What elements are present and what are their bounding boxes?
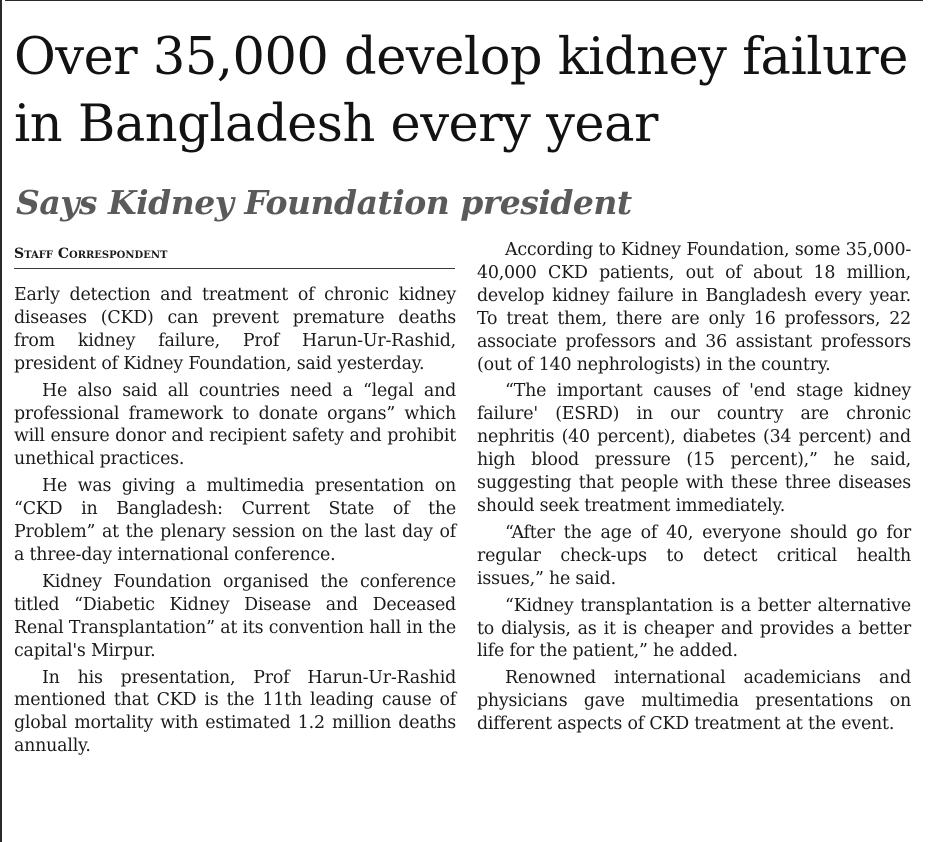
byline: Staff Correspondent: [14, 246, 168, 262]
article-column-right: [477, 239, 911, 740]
byline-divider: [14, 268, 455, 269]
paragraph: He was giving a multimedia presentation on “CKD in Bangladesh: Current State of the Problem” at the plenary session on the last day of a three-day international conference.: [14, 476, 456, 565]
paragraph: Early detection and treatment of chronic kidney diseases (CKD) can prevent premature deaths from kidney failure, Prof Harun-Ur-Rashid, president of Kidney Foundation, said yesterday.: [14, 285, 456, 374]
paragraph: Kidney Foundation organised the conference titled “Diabetic Kidney Disease and Deceased Renal Transplantation” at its convention hall in the capital's Mirpur.: [14, 571, 456, 661]
top-border-rule: [5, 0, 923, 1]
paragraph: According to Kidney Foundation, some 35,000-40,000 CKD patients, out of about 18 million, develop kidney failure in Bangladesh every year. To treat them, there are only 16 professors, 22 associate professors and 36 assistant professors (out of 140 nephrologists) in the country.: [477, 240, 911, 375]
paragraph: “Kidney transplantation is a better alternative to dialysis, as it is cheaper and provides a better life for the patient,” he added.: [477, 595, 911, 662]
paragraph: Renowned international academicians and physicians gave multimedia presentations on different aspects of CKD treatment at the event.: [477, 668, 911, 735]
article-column-left: [14, 284, 456, 762]
left-border-rule: [0, 0, 2, 842]
subheadline: Says Kidney Foundation president: [16, 183, 632, 222]
paragraph: He also said all countries need a “legal and professional framework to donate organs” which will ensure donor and recipient safety and prohibit unethical practices.: [14, 380, 456, 470]
paragraph: “The important causes of 'end stage kidney failure' (ESRD) in our country are chronic nephritis (40 percent), diabetes (34 percent) and high blood pressure (15 percent),” he said, suggesting that people with these three diseases should seek treatment immediately.: [477, 381, 911, 516]
headline: Over 35,000 develop kidney failure in Bangladesh every year: [14, 28, 908, 154]
paragraph: “After the age of 40, everyone should go for regular check-ups to detect critical health issues,” he said.: [477, 522, 911, 589]
paragraph: In his presentation, Prof Harun-Ur-Rashid mentioned that CKD is the 11th leading cause of global mortality with estimated 1.2 million deaths annually.: [14, 667, 456, 757]
